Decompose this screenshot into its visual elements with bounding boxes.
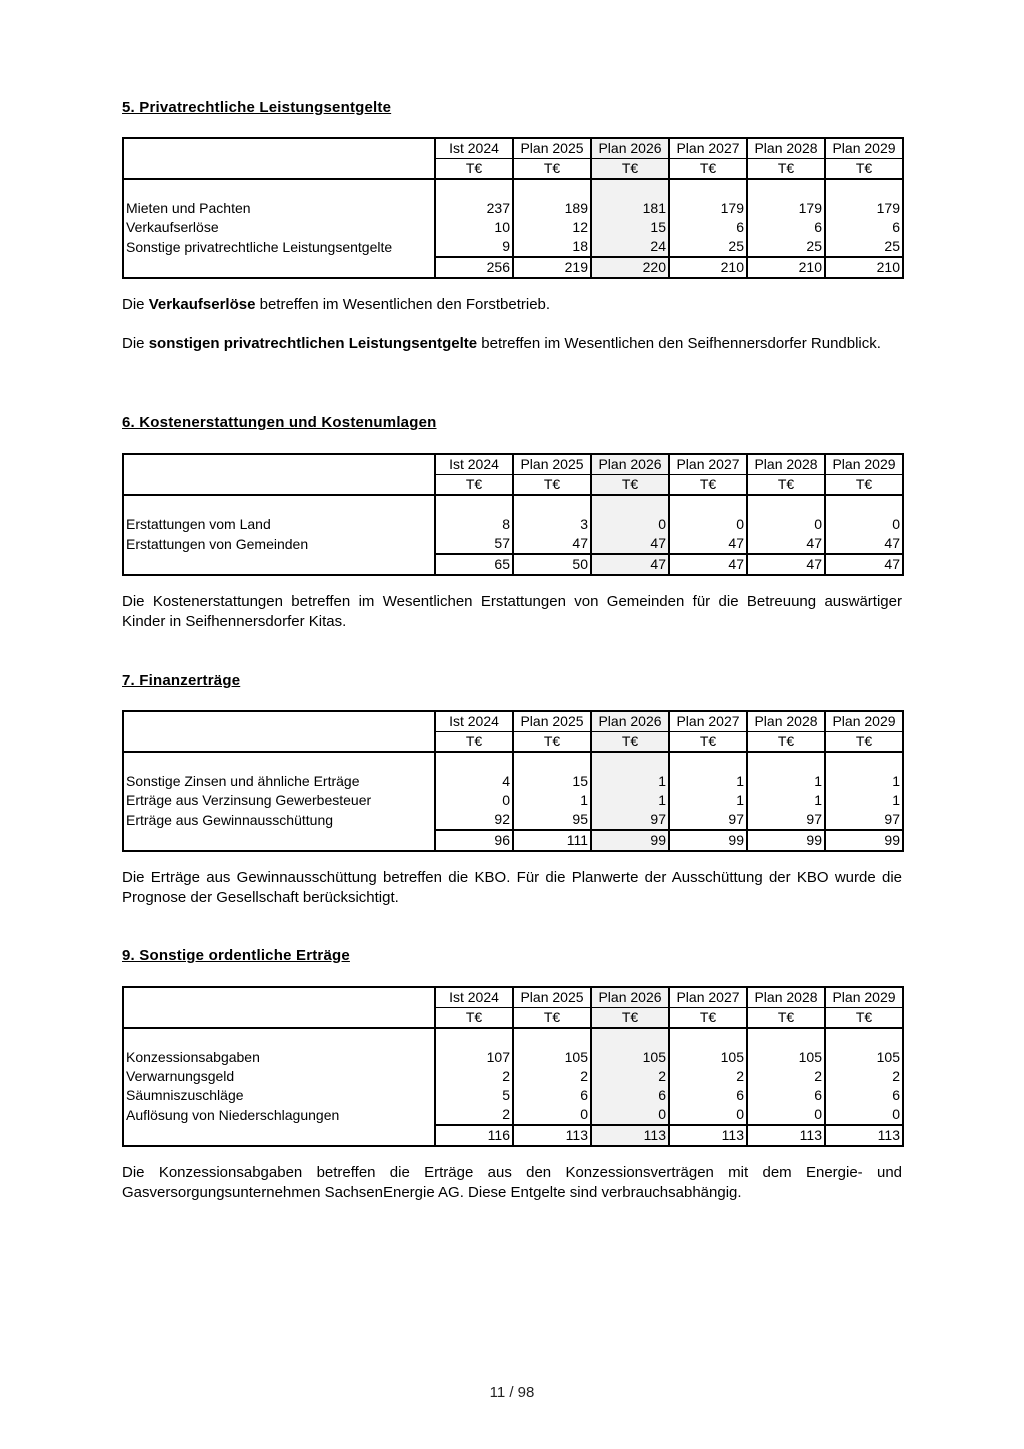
unit-label: T€: [825, 732, 903, 753]
column-header: Plan 2026: [591, 711, 669, 732]
header-blank-cell: [123, 711, 435, 752]
row-value: 5: [435, 1086, 513, 1105]
spacer-cell: [825, 752, 903, 772]
total-value: 113: [591, 1125, 669, 1146]
unit-label: T€: [435, 159, 513, 180]
row-label: Verwarnungsgeld: [126, 1068, 235, 1084]
unit-label: T€: [591, 159, 669, 180]
row-value: 6: [669, 218, 747, 237]
total-value: 99: [747, 830, 825, 851]
total-value: 99: [825, 830, 903, 851]
table-total-row: [123, 1125, 903, 1146]
row-value: 105: [747, 1048, 825, 1067]
unit-label: T€: [435, 732, 513, 753]
unit-label: T€: [591, 732, 669, 753]
table-spacer-row: [123, 495, 903, 515]
row-value: 0: [591, 515, 669, 534]
row-value: 6: [825, 1086, 903, 1105]
row-value: 47: [825, 534, 903, 554]
column-header: Plan 2029: [825, 138, 903, 159]
unit-label: T€: [747, 1008, 825, 1029]
column-header: Ist 2024: [435, 987, 513, 1008]
table-row: [123, 1105, 903, 1125]
table-header-row: [123, 138, 903, 159]
total-value: 219: [513, 257, 591, 278]
column-header: Ist 2024: [435, 138, 513, 159]
table-row: [123, 237, 903, 257]
row-value: 1: [591, 791, 669, 810]
spacer-cell: [435, 495, 513, 515]
total-value: 50: [513, 554, 591, 575]
row-label: Erstattungen vom Land: [126, 516, 271, 532]
unit-label: T€: [591, 475, 669, 496]
row-label: Sonstige Zinsen und ähnliche Erträge: [126, 773, 360, 789]
row-value: 57: [435, 534, 513, 554]
para-bold-term: Verkaufserlöse: [148, 296, 256, 313]
column-header: Plan 2027: [669, 711, 747, 732]
unit-label: T€: [513, 475, 591, 496]
total-value: 99: [669, 830, 747, 851]
row-label: Mieten und Pachten: [126, 200, 251, 216]
total-value: 65: [435, 554, 513, 575]
row-value: 15: [591, 218, 669, 237]
row-value: 2: [669, 1067, 747, 1086]
total-value: 47: [747, 554, 825, 575]
row-value: 105: [591, 1048, 669, 1067]
row-value: 6: [669, 1086, 747, 1105]
row-value: 6: [591, 1086, 669, 1105]
paragraph-sonstige-leistungsentgelte: [122, 334, 902, 354]
row-value: 9: [435, 237, 513, 257]
spacer-cell: [123, 752, 435, 772]
total-value: 113: [747, 1125, 825, 1146]
column-header: Plan 2025: [513, 454, 591, 475]
spacer-cell: [747, 179, 825, 199]
column-header: Ist 2024: [435, 454, 513, 475]
table-kostenerstattungen: [122, 453, 904, 576]
row-value: 179: [669, 199, 747, 218]
row-label: Auflösung von Niederschlagungen: [126, 1106, 340, 1123]
row-value: 2: [435, 1067, 513, 1086]
row-value: 189: [513, 199, 591, 218]
row-value: 6: [747, 218, 825, 237]
column-header: Plan 2027: [669, 987, 747, 1008]
column-header: Plan 2025: [513, 138, 591, 159]
row-value: 107: [435, 1048, 513, 1067]
row-value: 2: [747, 1067, 825, 1086]
spacer-cell: [591, 179, 669, 199]
total-value: 47: [591, 554, 669, 575]
total-value: 210: [669, 257, 747, 278]
row-value: 105: [825, 1048, 903, 1067]
row-label: Erträge aus Verzinsung Gewerbesteuer: [126, 792, 372, 808]
spacer-cell: [435, 1028, 513, 1048]
total-label-blank: [123, 1125, 435, 1146]
table-header-row: [123, 987, 903, 1008]
spacer-cell: [513, 1028, 591, 1048]
row-value: 1: [825, 772, 903, 791]
column-header: Plan 2025: [513, 711, 591, 732]
row-value: 24: [591, 237, 669, 257]
row-value: 8: [435, 515, 513, 534]
column-header: Plan 2025: [513, 987, 591, 1008]
column-header: Plan 2026: [591, 138, 669, 159]
total-value: 256: [435, 257, 513, 278]
column-header: Ist 2024: [435, 711, 513, 732]
column-header: Plan 2027: [669, 454, 747, 475]
spacer-cell: [591, 495, 669, 515]
column-header: Plan 2028: [747, 987, 825, 1008]
row-value: 181: [591, 199, 669, 218]
para-text: Die: [122, 335, 149, 352]
table-total-row: [123, 830, 903, 851]
row-value: 0: [825, 515, 903, 534]
row-label: Verkaufserlöse: [126, 219, 219, 235]
unit-label: T€: [747, 475, 825, 496]
spacer-cell: [123, 179, 435, 199]
total-label-blank: [123, 257, 435, 278]
header-blank-cell: [123, 454, 435, 495]
spacer-cell: [591, 1028, 669, 1048]
row-value: 97: [747, 810, 825, 830]
row-value: 2: [825, 1067, 903, 1086]
spacer-cell: [591, 752, 669, 772]
unit-label: T€: [513, 732, 591, 753]
unit-label: T€: [747, 159, 825, 180]
paragraph-finanzertraege: Die Erträge aus Gewinnausschüttung betreffen die KBO. Für die Planwerte der Ausschüttung der KBO wurde die Prognose der Gesellschaft berücksichtigt.: [122, 869, 902, 906]
table-total-row: [123, 554, 903, 575]
row-value: 1: [747, 791, 825, 810]
row-value: 15: [513, 772, 591, 791]
table-row: [123, 772, 903, 791]
total-value: 210: [747, 257, 825, 278]
unit-label: T€: [669, 475, 747, 496]
row-value: 6: [747, 1086, 825, 1105]
spacer-cell: [435, 179, 513, 199]
row-value: 97: [591, 810, 669, 830]
row-value: 0: [513, 1105, 591, 1125]
row-value: 1: [513, 791, 591, 810]
row-value: 47: [513, 534, 591, 554]
spacer-cell: [123, 495, 435, 515]
unit-label: T€: [825, 475, 903, 496]
spacer-cell: [825, 495, 903, 515]
total-value: 113: [513, 1125, 591, 1146]
section-title-sonstige-ordentliche-ertraege: 9. Sonstige ordentliche Erträge: [122, 947, 350, 964]
table-row: [123, 199, 903, 218]
row-value: 2: [591, 1067, 669, 1086]
table-spacer-row: [123, 179, 903, 199]
unit-label: T€: [591, 1008, 669, 1029]
row-label: Sonstige privatrechtliche Leistungsentgelte: [126, 238, 393, 255]
paragraph-konzessionsabgaben: Die Konzessionsabgaben betreffen die Erträge aus den Konzessionsverträgen mit dem Energie- und Gasversorgungsunternehmen SachsenEnergie AG. Diese Entgelte sind verbrauchsabhängig.: [122, 1164, 902, 1201]
unit-label: T€: [747, 732, 825, 753]
paragraph-verkaufserloese: [122, 295, 902, 315]
spacer-cell: [669, 495, 747, 515]
row-label: Säumniszuschläge: [126, 1087, 244, 1103]
row-value: 97: [669, 810, 747, 830]
row-value: 25: [669, 237, 747, 257]
column-header: Plan 2026: [591, 454, 669, 475]
row-label: Erträge aus Gewinnausschüttung: [126, 811, 334, 828]
row-value: 1: [669, 772, 747, 791]
row-value: 1: [591, 772, 669, 791]
row-value: 0: [435, 791, 513, 810]
row-value: 47: [669, 534, 747, 554]
spacer-cell: [747, 1028, 825, 1048]
table-privatrechtliche-leistungsentgelte: [122, 137, 904, 279]
column-header: Plan 2026: [591, 987, 669, 1008]
total-value: 99: [591, 830, 669, 851]
para-text: betreffen im Wesentlichen den Forstbetrieb.: [255, 296, 551, 313]
spacer-cell: [747, 752, 825, 772]
spacer-cell: [669, 1028, 747, 1048]
table-row: [123, 791, 903, 810]
column-header: Plan 2028: [747, 454, 825, 475]
column-header: Plan 2029: [825, 711, 903, 732]
table-spacer-row: [123, 752, 903, 772]
para-bold-term: sonstigen privatrechtlichen Leistungsentgelte: [148, 335, 478, 352]
unit-label: T€: [435, 1008, 513, 1029]
para-text: betreffen im Wesentlichen den Seifhennersdorfer Rundblick.: [477, 335, 881, 352]
table-row: [123, 1067, 903, 1086]
column-header: Plan 2027: [669, 138, 747, 159]
total-value: 96: [435, 830, 513, 851]
total-value: 210: [825, 257, 903, 278]
total-value: 220: [591, 257, 669, 278]
unit-label: T€: [513, 1008, 591, 1029]
total-value: 113: [825, 1125, 903, 1146]
table-spacer-row: [123, 1028, 903, 1048]
row-value: 47: [591, 534, 669, 554]
unit-label: T€: [825, 159, 903, 180]
header-blank-cell: [123, 138, 435, 179]
row-value: 179: [747, 199, 825, 218]
unit-label: T€: [669, 159, 747, 180]
row-value: 12: [513, 218, 591, 237]
table-header-row: [123, 711, 903, 732]
table-row: [123, 218, 903, 237]
column-header: Plan 2029: [825, 987, 903, 1008]
row-value: 1: [825, 791, 903, 810]
row-value: 92: [435, 810, 513, 830]
row-value: 1: [669, 791, 747, 810]
spacer-cell: [669, 752, 747, 772]
row-value: 95: [513, 810, 591, 830]
row-value: 2: [513, 1067, 591, 1086]
total-value: 116: [435, 1125, 513, 1146]
total-value: 47: [825, 554, 903, 575]
unit-label: T€: [669, 1008, 747, 1029]
unit-label: T€: [435, 475, 513, 496]
row-value: 6: [513, 1086, 591, 1105]
spacer-cell: [825, 1028, 903, 1048]
total-value: 47: [669, 554, 747, 575]
column-header: Plan 2029: [825, 454, 903, 475]
spacer-cell: [669, 179, 747, 199]
table-row: [123, 1086, 903, 1105]
row-value: 0: [669, 1105, 747, 1125]
page-number: 11 / 98: [489, 1384, 535, 1401]
section-title-finanzertraege: 7. Finanzerträge: [122, 672, 241, 689]
column-header: Plan 2028: [747, 138, 825, 159]
table-finanzertraege: [122, 710, 904, 852]
table-sonstige-ordentliche-ertraege: [122, 986, 904, 1147]
row-value: 97: [825, 810, 903, 830]
row-value: 179: [825, 199, 903, 218]
row-value: 18: [513, 237, 591, 257]
row-label: Erstattungen von Gemeinden: [126, 535, 309, 552]
total-value: 111: [513, 830, 591, 851]
unit-label: T€: [513, 159, 591, 180]
total-value: 113: [669, 1125, 747, 1146]
row-value: 0: [669, 515, 747, 534]
spacer-cell: [747, 495, 825, 515]
section-title-kostenerstattungen: 6. Kostenerstattungen und Kostenumlagen: [122, 414, 437, 431]
row-value: 10: [435, 218, 513, 237]
row-value: 105: [513, 1048, 591, 1067]
table-row: [123, 534, 903, 554]
row-value: 0: [825, 1105, 903, 1125]
spacer-cell: [513, 495, 591, 515]
spacer-cell: [825, 179, 903, 199]
unit-label: T€: [825, 1008, 903, 1029]
row-value: 105: [669, 1048, 747, 1067]
row-value: 3: [513, 515, 591, 534]
spacer-cell: [123, 1028, 435, 1048]
row-value: 6: [825, 218, 903, 237]
table-row: [123, 515, 903, 534]
unit-label: T€: [669, 732, 747, 753]
total-label-blank: [123, 554, 435, 575]
header-blank-cell: [123, 987, 435, 1028]
row-label: Konzessionsabgaben: [126, 1049, 260, 1065]
row-value: 237: [435, 199, 513, 218]
spacer-cell: [513, 179, 591, 199]
section-title-privatrechtliche-leistungsentgelte: 5. Privatrechtliche Leistungsentgelte: [122, 99, 392, 116]
row-value: 0: [747, 515, 825, 534]
column-header: Plan 2028: [747, 711, 825, 732]
total-label-blank: [123, 830, 435, 851]
row-value: 0: [591, 1105, 669, 1125]
table-header-row: [123, 454, 903, 475]
row-value: 47: [747, 534, 825, 554]
row-value: 1: [747, 772, 825, 791]
table-row: [123, 810, 903, 830]
paragraph-kostenerstattungen: Die Kostenerstattungen betreffen im Wesentlichen Erstattungen von Gemeinden für die Betreuung auswärtiger Kinder in Seifhennersdorfer Kitas.: [122, 593, 902, 630]
table-row: [123, 1048, 903, 1067]
spacer-cell: [513, 752, 591, 772]
spacer-cell: [435, 752, 513, 772]
para-text: Die: [122, 296, 149, 313]
row-value: 4: [435, 772, 513, 791]
row-value: 25: [825, 237, 903, 257]
row-value: 2: [435, 1105, 513, 1125]
row-value: 25: [747, 237, 825, 257]
table-total-row: [123, 257, 903, 278]
row-value: 0: [747, 1105, 825, 1125]
